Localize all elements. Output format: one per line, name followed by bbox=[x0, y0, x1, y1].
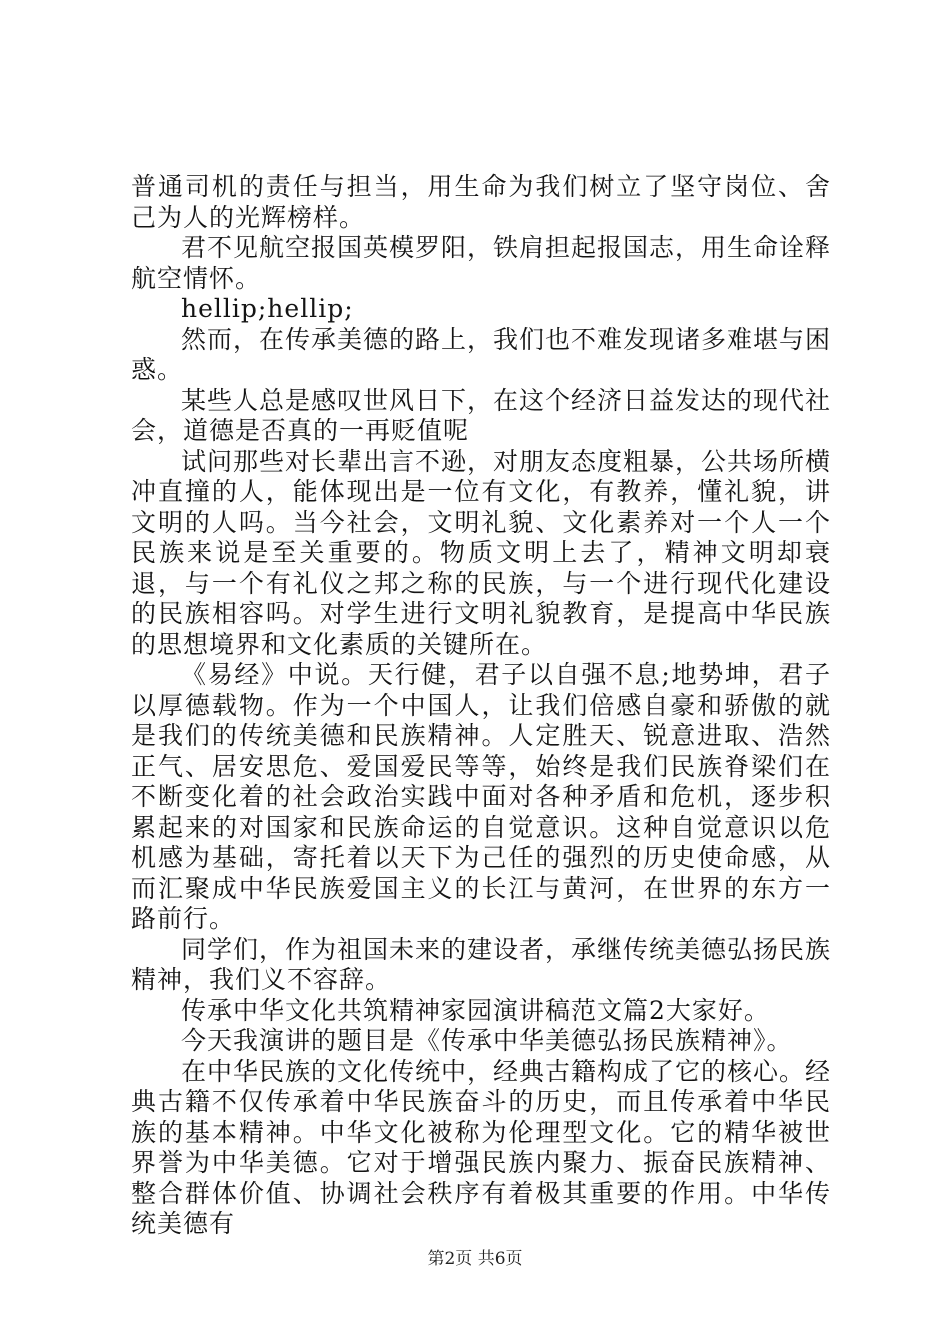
paragraph: 《易经》中说。天行健，君子以自强不息;地势坤，君子以厚德载物。作为一个中国人，让我们倍感自豪和骄傲的就是我们的传统美德和民族精神。人定胜天、锐意进取、浩然正气、居安思危、爱国爱民等等，始终是我们民族脊梁们在不断变化着的社会政治实践中面对各种矛盾和危机，逐步积累起来的对国家和民族命运的自觉意识。这种自觉意识以危机感为基础，寄托着以天下为己任的强烈的历史使命感，从而汇聚成中华民族爱国主义的长江与黄河，在世界的东方一路前行。 bbox=[131, 660, 831, 933]
paragraph: 今天我演讲的题目是《传承中华美德弘扬民族精神》。 bbox=[181, 1026, 793, 1055]
paragraph: 传承中华文化共筑精神家园演讲稿范文篇2大家好。 bbox=[181, 995, 770, 1025]
paragraph: 普通司机的责任与担当，用生命为我们树立了坚守岗位、舍己为人的光辉榜样。 bbox=[131, 172, 831, 232]
paragraph: 在中华民族的文化传统中，经典古籍构成了它的核心。经典古籍不仅传承着中华民族奋斗的历史，而且传承着中华民族的基本精神。中华文化被称为伦理型文化。它的精华被世界誉为中华美德。它对于增强民族内聚力、振奋民族精神、整合群体价值、协调社会秩序有着极其重要的作用。中华传统美德有 bbox=[131, 1056, 832, 1238]
paragraph: 君不见航空报国英模罗阳，铁肩担起报国志，用生命诠释航空情怀。 bbox=[131, 233, 832, 293]
document-body bbox=[131, 172, 831, 1240]
paragraph: 然而，在传承美德的路上，我们也不难发现诸多难堪与困惑。 bbox=[131, 324, 832, 384]
page-number-footer: 第2页 共6页 bbox=[427, 1249, 523, 1269]
paragraph: 同学们，作为祖国未来的建设者，承继传统美德弘扬民族精神，我们义不容辞。 bbox=[131, 934, 832, 994]
paragraph: 某些人总是感叹世风日下，在这个经济日益发达的现代社会，道德是否真的一再贬值呢 bbox=[131, 385, 832, 445]
paragraph: 试问那些对长辈出言不逊，对朋友态度粗暴，公共场所横冲直撞的人，能体现出是一位有文化，有教养，懂礼貌，讲文明的人吗。当今社会，文明礼貌、文化素养对一个人一个民族来说是至关重要的。物质文明上去了，精神文明却衰退，与一个有礼仪之邦之称的民族，与一个进行现代化建设的民族相容吗。对学生进行文明礼貌教育，是提高中华民族的思想境界和文化素质的关键所在。 bbox=[131, 446, 832, 659]
paragraph: hellip;hellip; bbox=[181, 294, 354, 323]
